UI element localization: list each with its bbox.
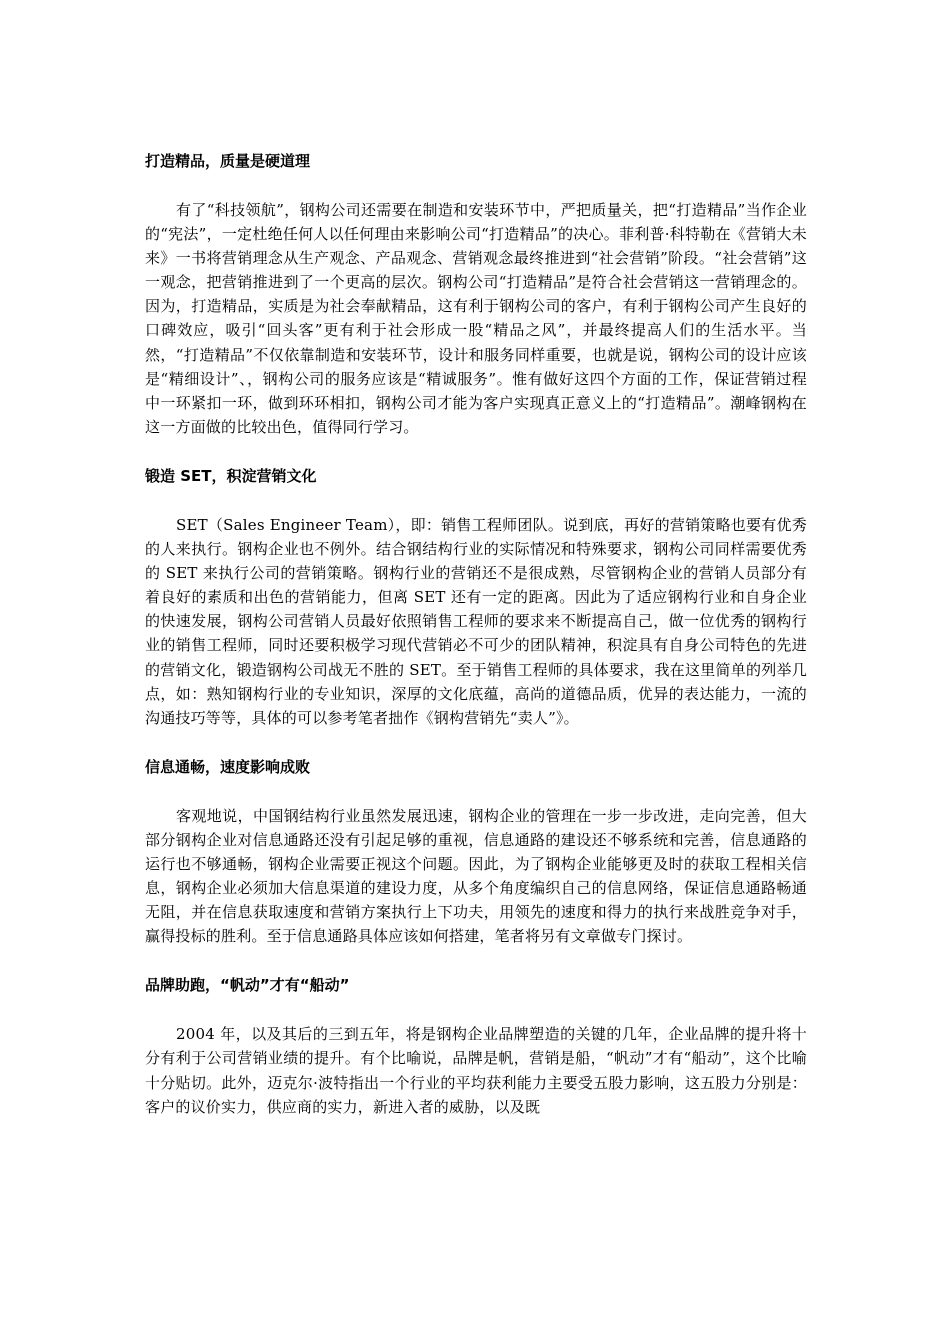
section-paragraph: SET（Sales Engineer Team），即：销售工程师团队。说到底，再好的营销策略也要有优秀的人来执行。钢构企业也不例外。结合钢结构行业的实际情况和特殊要求，钢构公司同样需要优秀的 SET 来执行公司的营销策略。钢构行业的营销还不是很成熟，尽管钢构企业的营销人员部分有着良好的素质和出色的营销能力，但离 SET 还有一定的距离。因此为了适应钢构行业和自身企业的快速发展，钢构公司营销人员最好依照销售工程师的要求来不断提高自己，做一位优秀的钢构行业的销售工程师，同时还要积极学习现代营销必不可少的团队精神，积淀具有自身公司特色的先进的营销文化，锻造钢构公司战无不胜的 SET。至于销售工程师的具体要求，我在这里简单的列举几点，如：熟知钢构行业的专业知识，深厚的文化底蕴，高尚的道德品质，优异的表达能力，一流的沟通技巧等等，具体的可以参考笔者拙作《钢构营销先“卖人”》。 <box>145 515 807 727</box>
section-brand <box>145 974 807 1118</box>
section-heading: 信息通畅，速度影响成败 <box>145 757 311 776</box>
document-page <box>145 150 807 1145</box>
section-set <box>145 465 807 730</box>
section-paragraph: 有了“科技领航”，钢构公司还需要在制造和安装环节中，严把质量关，把“打造精品”当作企业的“宪法”，一定杜绝任何人以任何理由来影响公司“打造精品”的决心。菲利普·科特勒在《营销大未来》一书将营销理念从生产观念、产品观念、营销观念最终推进到“社会营销”阶段。“社会营销”这一观念，把营销推进到了一个更高的层次。钢构公司“打造精品”是符合社会营销这一营销理念的。因为，打造精品，实质是为社会奉献精品，这有利于钢构公司的客户，有利于钢构公司产生良好的口碑效应，吸引“回头客”更有利于社会形成一股“精品之风”，并最终提高人们的生活水平。当然，“打造精品”不仅依靠制造和安装环节，设计和服务同样重要，也就是说，钢构公司的设计应该是“精细设计”、，钢构公司的服务应该是“精诚服务”。惟有做好这四个方面的工作，保证营销过程中一环紧扣一环，做到环环相扣，钢构公司才能为客户实现真正意义上的“打造精品”。潮峰钢构在这一方面做的比较出色，值得同行学习。 <box>145 201 807 436</box>
section-heading: 锻造 SET，积淀营销文化 <box>145 466 317 485</box>
section-quality <box>145 150 807 439</box>
section-heading: 打造精品，质量是硬道理 <box>145 152 311 170</box>
section-paragraph: 客观地说，中国钢结构行业虽然发展迅速，钢构企业的管理在一步一步改进，走向完善，但大部分钢构企业对信息通路还没有引起足够的重视，信息通路的建设还不够系统和完善，信息通路的运行也不够通畅，钢构企业需要正视这个问题。因此，为了钢构企业能够更及时的获取工程相关信息，钢构企业必须加大信息渠道的建设力度，从多个角度编织自己的信息网络，保证信息通路畅通无阻，并在信息获取速度和营销方案执行上下功夫，用领先的速度和得力的执行来战胜竞争对手，赢得投标的胜利。至于信息通路具体应该如何搭建，笔者将另有文章做专门探讨。 <box>145 806 807 946</box>
section-paragraph: 2004 年，以及其后的三到五年，将是钢构企业品牌塑造的关键的几年，企业品牌的提升将十分有利于公司营销业绩的提升。有个比喻说，品牌是帆，营销是船，“帆动”才有“船动”，这个比喻十分贴切。此外，迈克尔·波特指出一个行业的平均获利能力主要受五股力影响，这五股力分别是：客户的议价实力，供应商的实力，新进入者的威胁，以及既 <box>145 1025 807 1116</box>
section-information <box>145 756 807 949</box>
section-heading: 品牌助跑，“帆动”才有“船动” <box>145 976 350 995</box>
